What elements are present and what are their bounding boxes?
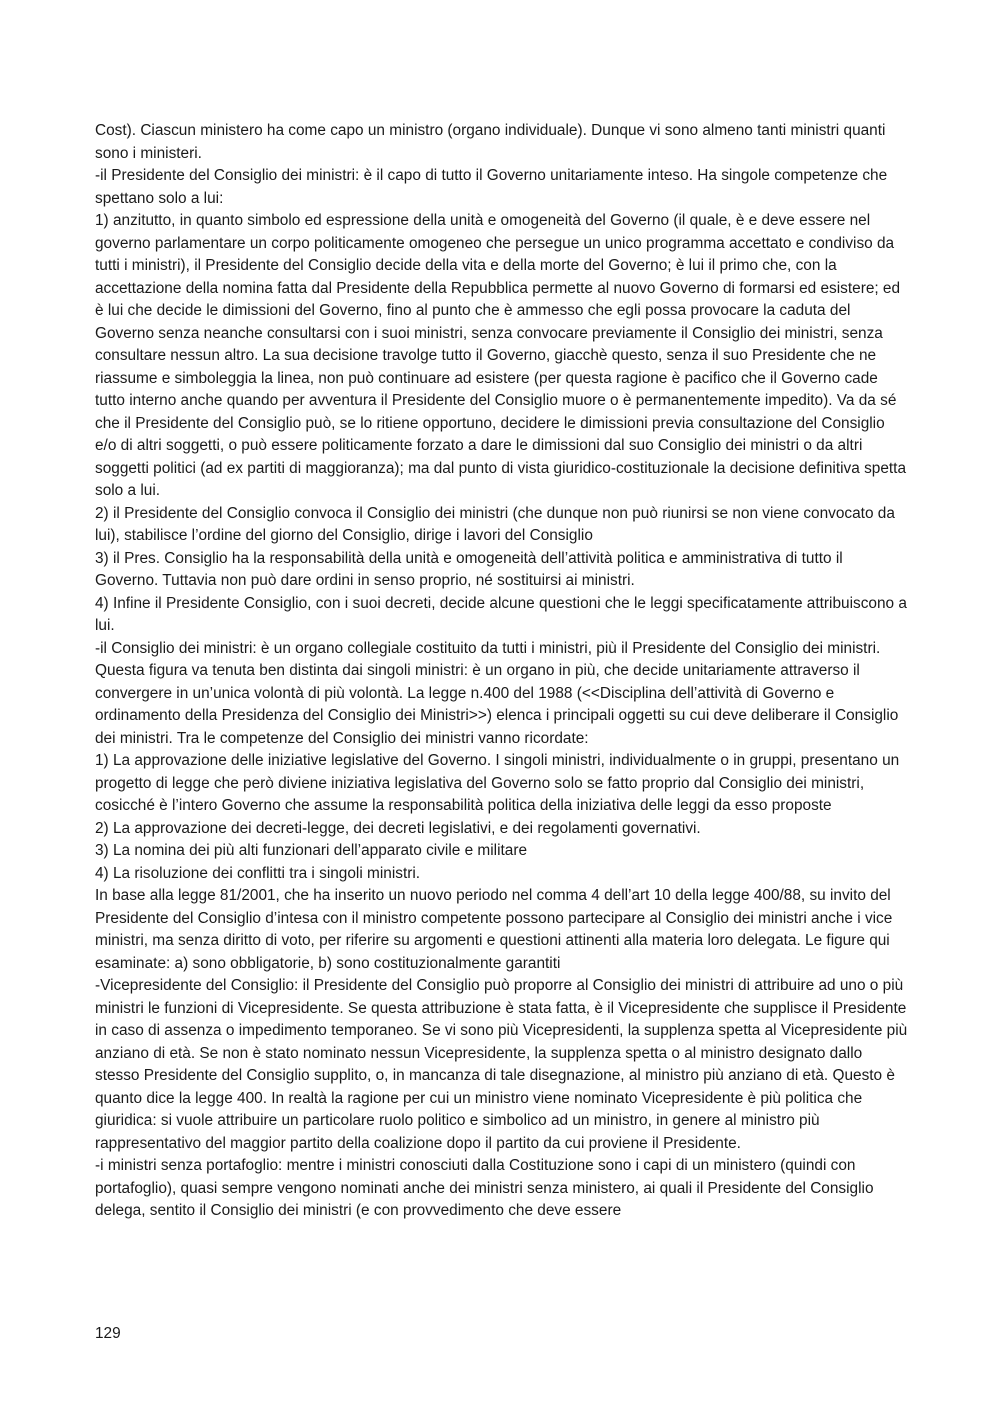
- paragraph: 1) La approvazione delle iniziative legislative del Governo. I singoli ministri, individualmente o in gruppi, presentano un progetto di legge che però diviene iniziativa legislativa del Governo solo se fatto proprio dal Consiglio dei ministri, cosicché è l’intero Governo che assume la responsabilità politica della iniziativa delle leggi da esso proposte: [95, 752, 900, 814]
- paragraph: -Vicepresidente del Consiglio: il Presidente del Consiglio può proporre al Consiglio dei ministri di attribuire ad uno o più ministri le funzioni di Vicepresidente. Se questa attribuzione è stata fatta, è il Vicepresidente che supplisce il Presidente in caso di assenza o impedimento temporaneo. Se vi sono più Vicepresidenti, la supplenza spetta al Vicepresidente più anziano di età. Se non è stato nominato nessun Vicepresidente, la supplenza spetta o al ministro designato dallo stesso Presidente del Consiglio supplito, o, in mancanza di tale disegnazione, al ministro più anziano di età. Questo è quanto dice la legge 400. In realtà la ragione per cui un ministro viene nominato Vicepresidente è più politica che giuridica: si vuole attribuire un particolare ruolo politico e simbolico ad un ministro, in genere al ministro più rappresentativo del maggior partito della coalizione dopo il partito da cui proviene il Presidente.: [95, 977, 908, 1152]
- paragraph: 4) Infine il Presidente Consiglio, con i suoi decreti, decide alcune questioni che le leggi specificatamente attribuiscono a lui.: [95, 594, 907, 634]
- paragraph: 2) il Presidente del Consiglio convoca il Consiglio dei ministri (che dunque non può riunirsi se non viene convocato da lui), stabilisce l’ordine del giorno del Consiglio, dirige i lavori del Consiglio: [95, 504, 895, 544]
- paragraph: 3) il Pres. Consiglio ha la responsabilità della unità e omogeneità dell’attività politica e amministrativa di tutto il Governo. Tuttavia non può dare ordini in senso proprio, né sostituirsi ai ministri.: [95, 549, 843, 589]
- paragraph: 2) La approvazione dei decreti-legge, dei decreti legislativi, e dei regolamenti governativi.: [95, 819, 701, 837]
- paragraph: -il Presidente del Consiglio dei ministri: è il capo di tutto il Governo unitariamente inteso. Ha singole competenze che spettano solo a lui:: [95, 167, 888, 207]
- paragraph: -i ministri senza portafoglio: mentre i ministri conosciuti dalla Costituzione sono i capi di un ministero (quindi con portafoglio), quasi sempre vengono nominati anche dei ministri senza ministero, ai quali il Presidente del Consiglio delega, sentito il Consiglio dei ministri (e con provvedimento che deve essere: [95, 1157, 874, 1219]
- page-number: 129: [95, 1325, 121, 1342]
- paragraph: Cost). Ciascun ministero ha come capo un ministro (organo individuale). Dunque vi sono almeno tanti ministri quanti sono i ministeri.: [95, 122, 886, 162]
- paragraph: 1) anzitutto, in quanto simbolo ed espressione della unità e omogeneità del Governo (il quale, è e deve essere nel governo parlamentare un corpo politicamente omogeneo che persegue un unico programma accettato e condiviso da tutti i ministri), il Presidente del Consiglio decide della vita e della morte del Governo; è lui il primo che, con la accettazione della nomina fatta dal Presidente della Repubblica permette al nuovo Governo di formarsi ed esistere; ed è lui che decide le dimissioni del Governo, fino al punto che è ammesso che egli possa provocare la caduta del Governo senza neanche consultarsi con i suoi ministri, senza convocare previamente il Consiglio dei ministri, senza consultare nessun altro. La sua decisione travolge tutto il Governo, giacchè questo, senza il suo Presidente che ne riassume e simboleggia la linea, non può continuare ad esistere (per questa ragione è pacifico che il Governo cade tutto interno anche quando per avventura il Presidente del Consiglio muore o è permanentemente impedito). Va da sé che il Presidente del Consiglio può, se lo ritiene opportuno, decidere le dimissioni previa consultazione del Consiglio e/o di altri soggetti, o può essere politicamente forzato a dare le dimissioni dal suo Consiglio dei ministri o da altri soggetti politici (ad ex partiti di maggioranza); ma dal punto di vista giuridico-costituzionale la decisione definitiva spetta solo a lui.: [95, 212, 907, 499]
- paragraph: 3) La nomina dei più alti funzionari dell’apparato civile e militare: [95, 842, 528, 859]
- paragraph: -il Consiglio dei ministri: è un organo collegiale costituito da tutti i ministri, più il Presidente del Consiglio dei ministri. Questa figura va tenuta ben distinta dai singoli ministri: è un organo in più, che decide unitariamente attraverso il convergere in un’unica volontà di più volontà. La legge n.400 del 1988 (<<Disciplina dell’attività di Governo e ordinamento della Presidenza del Consiglio dei Ministri>>) elenca i principali oggetti su cui deve deliberare il Consiglio dei ministri. Tra le competenze del Consiglio dei ministri vanno ricordate:: [95, 639, 899, 747]
- document-body: [95, 120, 910, 1223]
- paragraph: 4) La risoluzione dei conflitti tra i singoli ministri.: [95, 864, 421, 882]
- paragraph: In base alla legge 81/2001, che ha inserito un nuovo periodo nel comma 4 dell’art 10 della legge 400/88, su invito del Presidente del Consiglio d’intesa con il ministro competente possono partecipare al Consiglio dei ministri anche i vice ministri, ma senza diritto di voto, per riferire su argomenti e questioni attinenti alla materia loro delegata. Le figure qui esaminate: a) sono obbligatorie, b) sono costituzionalmente garantiti: [95, 887, 893, 972]
